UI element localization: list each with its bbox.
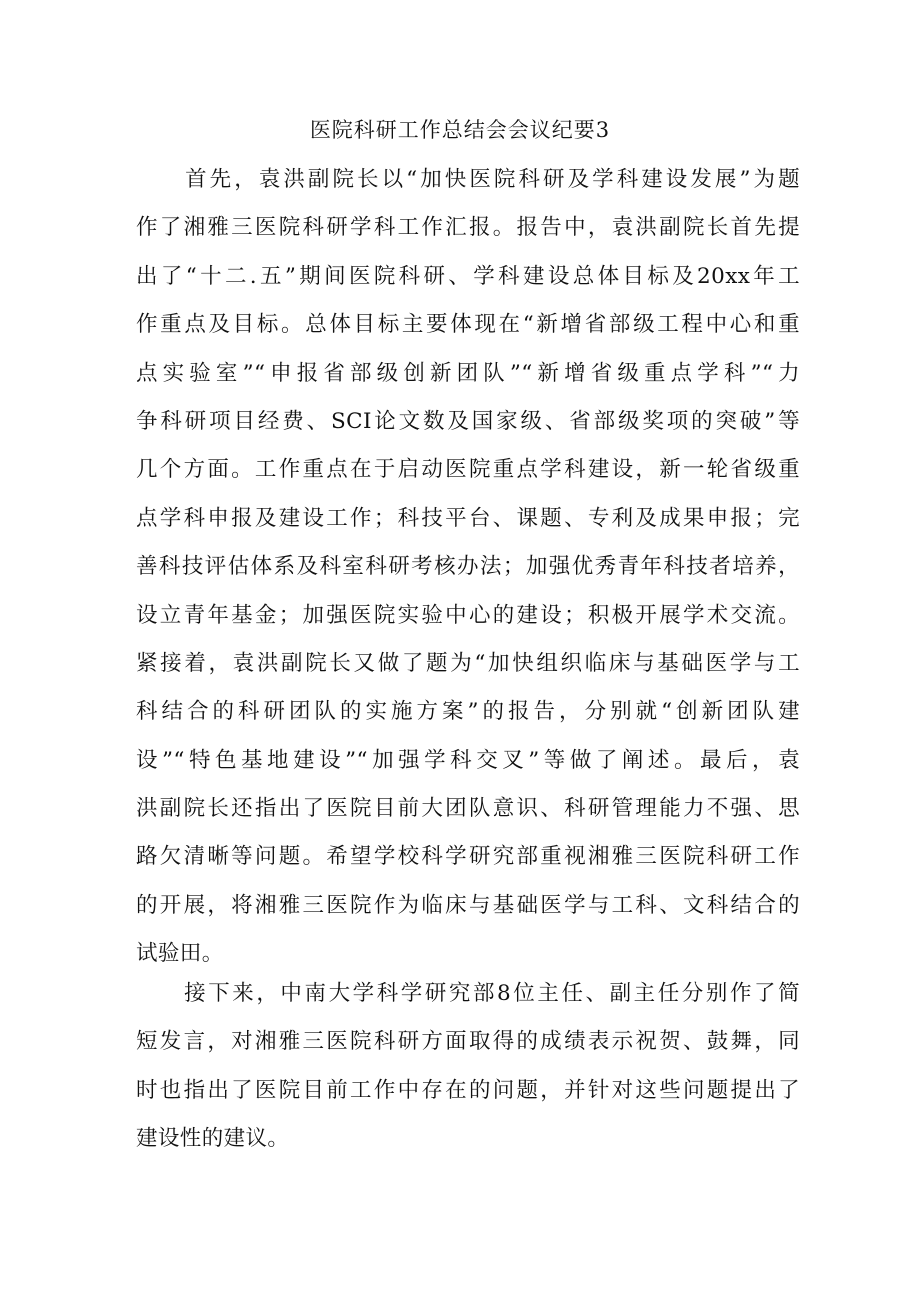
paragraph-line: 时也指出了医院目前工作中存在的问题，并针对这些问题提出了 [136, 1077, 800, 1103]
paragraph-line: 争科研项目经费、SCI论文数及国家级、省部级奖项的突破”等 [136, 408, 800, 434]
paragraph-line: 点学科申报及建设工作；科技平台、课题、专利及成果申报；完 [136, 505, 800, 531]
paragraph-line: 建设性的建议。 [136, 1126, 290, 1152]
paragraph-line: 设立青年基金；加强医院实验中心的建设；积极开展学术交流。 [136, 602, 800, 628]
paragraph-line: 洪副院长还指出了医院目前大团队意识、科研管理能力不强、思 [136, 796, 800, 822]
paragraph-line: 善科技评估体系及科室科研考核办法；加强优秀青年科技者培养， [136, 554, 800, 580]
paragraph-line: 作重点及目标。总体目标主要体现在“新增省部级工程中心和重 [136, 312, 800, 338]
paragraph-line: 点实验室”“申报省部级创新团队”“新增省级重点学科”“力 [136, 360, 800, 386]
paragraph-2 [136, 970, 800, 1164]
paragraph-line: 接下来，中南大学科学研究部8位主任、副主任分别作了简 [136, 981, 800, 1006]
paragraph-line: 短发言，对湘雅三医院科研方面取得的成绩表示祝贺、鼓舞，同 [136, 1029, 800, 1055]
paragraph-line: 出了“十二.五”期间医院科研、学科建设总体目标及20xx年工 [136, 263, 800, 289]
paragraph-line: 试验田。 [136, 941, 224, 967]
paragraph-1 [136, 156, 800, 979]
paragraph-line: 路欠清晰等问题。希望学校科学研究部重视湘雅三医院科研工作 [136, 844, 800, 870]
paragraph-line: 作了湘雅三医院科研学科工作汇报。报告中，袁洪副院长首先提 [136, 215, 800, 241]
paragraph-line: 首先，袁洪副院长以“加快医院科研及学科建设发展”为题 [136, 167, 800, 192]
paragraph-line: 几个方面。工作重点在于启动医院重点学科建设，新一轮省级重 [136, 457, 800, 483]
paragraph-line: 科结合的科研团队的实施方案”的报告，分别就“创新团队建 [136, 699, 800, 725]
paragraph-line: 紧接着，袁洪副院长又做了题为“加快组织临床与基础医学与工 [136, 650, 800, 676]
document-title: 医院科研工作总结会会议纪要3 [309, 118, 611, 142]
paragraph-line: 设”“特色基地建设”“加强学科交叉”等做了阐述。最后，袁 [136, 747, 800, 773]
paragraph-line: 的开展，将湘雅三医院作为临床与基础医学与工科、文科结合的 [136, 892, 800, 918]
